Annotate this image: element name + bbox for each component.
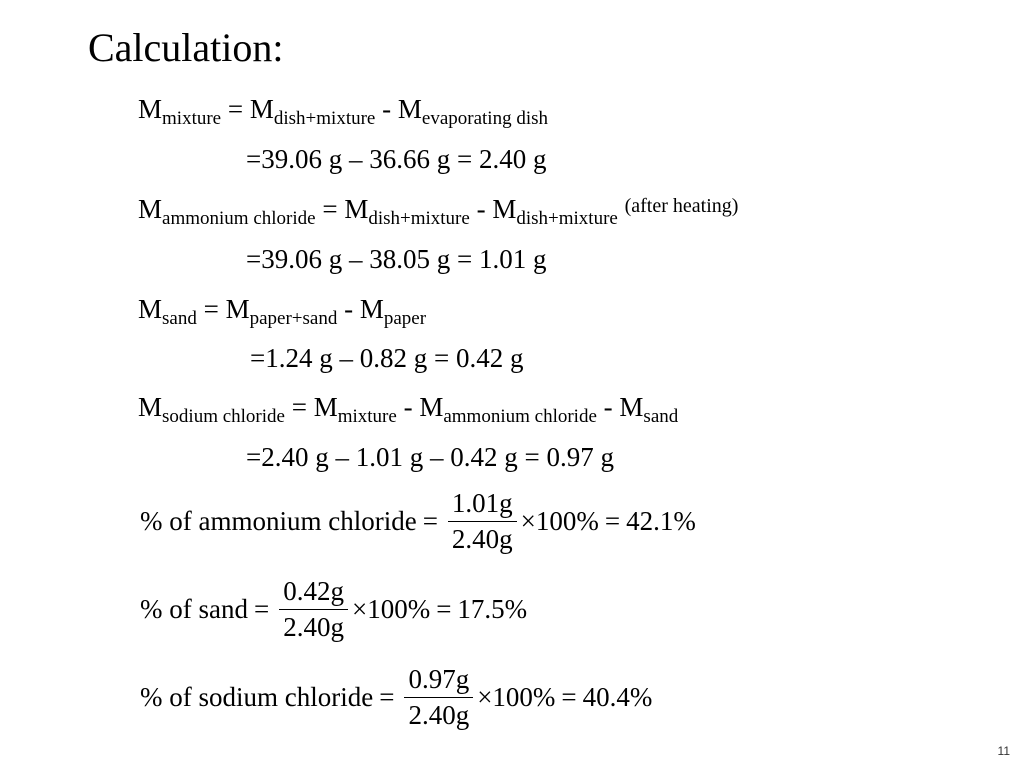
percent-ammonium-chloride-equation [140, 490, 696, 553]
subscript: sand [162, 308, 197, 329]
equals-sign: = [315, 194, 345, 224]
equals-sign: = [604, 506, 621, 536]
mass-sand-result: =1.24 g – 0.82 g = 0.42 g [250, 343, 524, 373]
mass-ammonium-chloride-result: =39.06 g – 38.05 g = 1.01 g [246, 244, 547, 274]
fraction [448, 490, 517, 553]
equals-sign: = [561, 682, 577, 712]
equals-sign: = [221, 94, 250, 124]
subscript: mixture [162, 108, 222, 129]
minus-sign: - [396, 392, 420, 422]
equals-sign: = [253, 594, 270, 624]
fraction-numerator: 0.42g [279, 578, 348, 610]
mass-symbol: M [138, 94, 163, 124]
mass-symbol: M [138, 294, 163, 324]
subscript: evaporating dish [421, 108, 548, 129]
mass-mixture-result: =39.06 g – 36.66 g = 2.40 g [246, 144, 547, 174]
mass-sodium-chloride-formula [138, 392, 679, 427]
after-heating-note: (after heating) [624, 195, 739, 217]
percent-result: 42.1% [626, 506, 696, 536]
mass-symbol: M [344, 194, 369, 224]
mass-symbol: M [249, 94, 274, 124]
percent-result: 17.5% [457, 594, 528, 624]
mass-sand-formula [138, 294, 427, 329]
mass-symbol: M [225, 294, 250, 324]
subscript: sand [643, 406, 679, 427]
mass-symbol: M [359, 294, 384, 324]
mass-symbol: M [619, 392, 644, 422]
mass-sodium-chloride-result: =2.40 g – 1.01 g – 0.42 g = 0.97 g [246, 442, 614, 472]
subscript: paper+sand [249, 308, 338, 329]
minus-sign: - [375, 94, 398, 124]
mass-symbol: M [397, 94, 422, 124]
equals-sign: = [436, 594, 452, 624]
times-hundred-percent: ×100% [520, 506, 599, 536]
subscript: mixture [337, 406, 397, 427]
fraction [404, 666, 473, 729]
slide-page-number: 11 [997, 744, 1010, 758]
subscript: dish+mixture [516, 208, 618, 229]
equals-sign: = [422, 506, 438, 536]
slide-title: Calculation: [88, 25, 284, 70]
times-hundred-percent: ×100% [351, 594, 431, 624]
equals-sign: = [284, 392, 314, 422]
subscript: paper [383, 308, 427, 329]
equals-sign: = [379, 682, 395, 712]
subscript: dish+mixture [368, 208, 470, 229]
minus-sign: - [337, 294, 360, 324]
percent-label: % of ammonium chloride [140, 506, 417, 536]
equals-sign: = [196, 294, 226, 324]
percent-sodium-chloride-equation [140, 666, 652, 729]
fraction [279, 578, 348, 641]
minus-sign: - [469, 194, 493, 224]
percent-label: % of sodium chloride [140, 682, 374, 712]
fraction-numerator: 1.01g [448, 490, 517, 522]
percent-sand-equation [140, 578, 527, 641]
times-hundred-percent: ×100% [477, 682, 556, 712]
subscript: ammonium chloride [162, 208, 316, 229]
percent-result: 40.4% [582, 682, 653, 712]
percent-label: % of sand [140, 594, 248, 624]
subscript: ammonium chloride [443, 406, 597, 427]
minus-sign: - [596, 392, 620, 422]
mass-ammonium-chloride-formula [138, 194, 739, 229]
subscript: dish+mixture [273, 108, 376, 129]
mass-symbol: M [313, 392, 338, 422]
mass-symbol: M [492, 194, 517, 224]
subscript: sodium chloride [162, 406, 285, 427]
mass-symbol: M [138, 194, 163, 224]
fraction-denominator: 2.40g [408, 700, 470, 730]
fraction-numerator: 0.97g [404, 666, 473, 698]
mass-symbol: M [419, 392, 444, 422]
fraction-denominator: 2.40g [451, 524, 513, 554]
fraction-denominator: 2.40g [283, 612, 344, 642]
mass-mixture-formula [138, 94, 548, 129]
mass-symbol: M [138, 392, 163, 422]
